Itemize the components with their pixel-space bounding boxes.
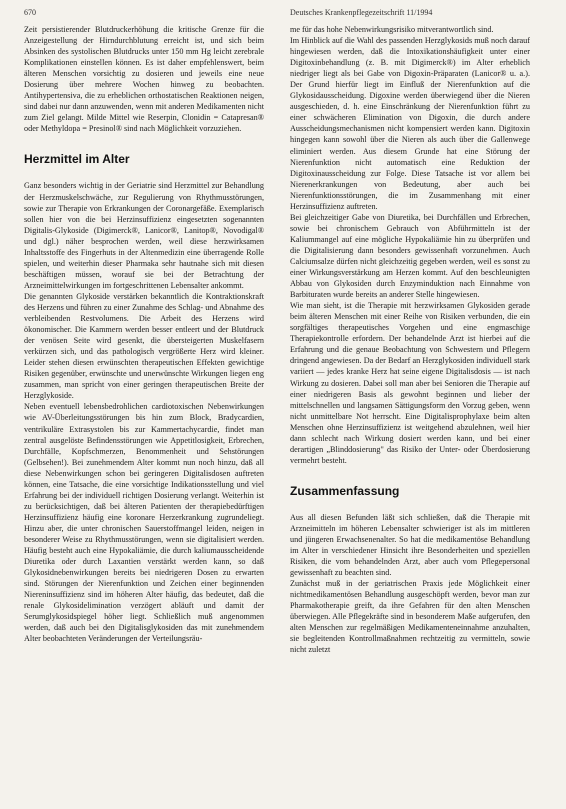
journal-name: Deutsches Krankenpflegezeitschrift 11/1994	[290, 8, 433, 17]
running-header	[24, 6, 536, 20]
left-column	[24, 24, 264, 644]
paragraph-side-effects: Neben eventuell lebensbedrohlichen cardiotoxischen Nebenwirkungen wie AV-Überleitungsstörungen bis hin zum Block, Bradycardien, ventrikuläre Extrasystolen bis zur Kammertachycardie, findet man zentral ausgelöste Befindensstörungen wie Appetitlosigkeit, Erbrechen, Durchfälle, Kopfschmerzen, Benommenheit und Sehstörungen (Gelbsehen!). Bei zunehmendem Alter kommt nun noch hinzu, daß all diese Nebenwirkungen schon bei geringeren Digitalisdosen auftreten können, eine Tatsache, die eine vorsichtige Indikationsstellung und viel Erfahrung bei der individuell richtigen Dosierung verlangt. Weiterhin ist zu berücksichtigen, daß bei älteren Patienten der therapiebedürftigen Herzinsuffizienz häufig eine koronare Herzerkrankung zugrundeliegt. Hinzu aber, die unter chronischen Sauerstoffmangel leiden, neigen in besonderer Weise zu Rhythmusstörungen, wenn sie digitalisiert werden. Häufig besteht auch eine Hypokaliämie, die durch kaliumausscheidende Diuretika oder durch Laxantien verstärkt werden kann, so daß Glykosidnebenwirkungen bereits bei niedrigeren Dosen zu erwarten sind. Störungen der Nierenfunktion und Zeichen einer beginnenden Niereninsuffizienz sind im höheren Alter häufig, das bedeutet, daß die renale Glykosidelimination verzögert abläuft und damit der Serumglykosidspiegel höher liegt. Schließlich muß angenommen werden, daß auch bei den Digitalisglykosiden das mit zunehmendem Alter beobachteten Veränderungen der Verteilungsräu-	[24, 402, 264, 644]
paragraph-glykoside-effects: Die genannten Glykoside verstärken bekanntlich die Kontraktionskraft des Herzens und führen zu einer Zunahme des Schlag- und Abnahme des verbleibenden Restvolumens. Die Arbeit des Herzens wird ökonomischer. Die Kammern werden besser entleert und der Blutdruck der venösen Seite wird gesenkt, die übersteigerten Muskelfasern verkürzen sich, und das pathologisch vergrößerte Herz wird kleiner. Leider stehen diesen erwünschten therapeutischen Effekten gewichtige Risiken gegenüber, erwünschte und unerwünschte Wirkungen liegen eng zusammen, man spricht von einer geringen therapeutischen Breite der Herzglykoside.	[24, 291, 264, 401]
paragraph-herzmittel-intro: Ganz besonders wichtig in der Geriatrie sind Herzmittel zur Behandlung der Herzmuskelschwäche, zur Regulierung von Rhythmusstörungen, sowie zur Therapie von Erkrankungen der Coronargefäße. Exemplarisch sollen hier von die bei Herzinsuffizienz eingesetzten sogenannten Digitalis-Glykoside (Digimerck®, Lanicor®, Lanitop®, Novodigal® und dgl.) näher besprochen werden, weil diese herzwirksamen Inhaltsstoffe des Fingerhuts in der Altenmedizin eine überragende Rolle spielen, und weiterhin dieser Pharmaka sehr hautnahe sich mit diesen beschäftigen müssen, worauf sie bei der Betrachtung der Arzneimittelwirkungen im fortgeschrittenen Lebensalter ankommt.	[24, 181, 264, 290]
paragraph-summary: Aus all diesen Befunden läßt sich schließen, daß die Therapie mit Arzneimitteln im höheren Lebensalter schwieriger ist als im mittleren und jüngeren Erwachsenenalter. So hat die medikamentöse Behandlung im Alter in verschiedener Hinsicht ihre Besonderheiten und speziellen Risiken, die vom behandelnden Arzt, aber auch vom Pflegepersonal gewissenhaft zu beachten sind.	[290, 512, 530, 578]
paragraph-digitoxin-choice: Im Hinblick auf die Wahl des passenden Herzglykosids muß noch darauf hingewiesen werden, daß die Intoxikationshäufigkeit unter einer Digitoxinbehandlung (z. B. mit Digimerck®) im Alter erheblich niedriger liegt als bei Gabe von Digoxin-Präparaten (Lanicor® u. a.). Der Grund hierfür liegt im Einfluß der Nierenfunktion auf die Glykosidausscheidung. Digoxine werden überwiegend über die Nieren ausgeschieden, d. h. eine Einschränkung der Nierenfunktion führt zu einer schwächeren Elimination von Digoxin, die durch andere Ausscheidungsmechanismen nicht kompensiert werden kann. Digitoxin hingegen kann sowohl über die Nieren als auch über die Gallenwege eliminiert werden. Aus diesem Grunde hat eine Störung der Nierenfunktion nicht automatisch eine Reduktion der Digitoxinausscheidung zur Folge. Diese Tatsache ist vor allem bei Nierenerkrankungen von Bedeutung, aber auch bei Nierenfunktionsstörungen, die im Zusammenhang mit einer Herzinsuffizienz auftreten.	[290, 36, 530, 211]
right-column	[290, 24, 530, 655]
page-number: 670	[24, 8, 36, 17]
paragraph-risks: Wie man sieht, ist die Therapie mit herzwirksamen Glykosiden gerade beim älteren Menschen mit einer Reihe von Risiken verbunden, die ein sorgfältiges therapeutisches Vorgehen und eine engmaschige Therapiekontrolle erfordern. Der behandelnde Arzt ist hierbei auf die Erfahrung und die genaue Beobachtung von Schwestern und Pflegern dringend angewiesen. Da der Bedarf an Herzglykosiden individuell stark variiert — jedes kranke Herz hat seine eigene Digitalisdosis — ist nach Wirkung zu dosieren. Dabei soll man aber bei Senioren die Therapie auf einer niedrigeren Basis als gewohnt beginnen und lieber der mittelschnellen und langsamen Sättigungsform den Vorzug geben, wenn nicht unmittelbare Not herrscht. Eine Digitalisprophylaxe beim alten Menschen ohne Herzinsuffizienz ist weitgehend abzulehnen, weil hier dann schlecht nach Wirkung dosiert werden kann, und bei einer derartigen „Blinddosierung" das Risiko der Unter- oder Überdosierung vermehrt besteht.	[290, 301, 530, 465]
paragraph-continuation: me für das hohe Nebenwirkungsrisiko mitverantwortlich sind.	[290, 25, 494, 34]
paragraph-blood-pressure: Zeit persistierender Blutdruckerhöhung die kritische Grenze für die Anzeigestellung der Hirndurchblutung erreicht ist, und sich beim Absinken des systolischen Blutdrucks unter 150 mm Hg leicht zerebrale Komplikationen einstellen können. Es ist daher empfehlenswert, beim älteren Menschen vorsichtig zu dosieren und jeweils eine neue Dosierung über mehrere Wochen hinweg zu beobachten. Antihypertensiva, die zu erheblichen orthostatischen Reaktionen neigen, sind dabei nur dann anzuwenden, wenn mit anderen Medikamenten nicht zum Ziel gelangt. Milde Mittel wie Reserpin, Clonidin = Catapresan® oder Methyldopa = Presinol® sind nach Möglichkeit vorzuziehen.	[24, 25, 264, 134]
section-heading-zusammenfassung: Zusammenfassung	[290, 483, 400, 498]
section-heading-herzmittel: Herzmittel im Alter	[24, 152, 130, 167]
paragraph-summary-continued: Zunächst muß in der geriatrischen Praxis jede Möglichkeit einer nichtmedikamentösen Behandlung ausgeschöpft werden, bevor man zur Pharmakotherapie greift, da ihre Gefahren für den alten Menschen überwiegen. Alle Pflegekräfte sind in besonderem Maße aufgerufen, den alten Menschen zur regelmäßigen Medikamenteneinnahme anzuhalten, sie begleitenden Kontrollmaßnahmen rechtzeitig zu vermitteln, sowie nicht zuletzt	[290, 579, 530, 655]
paragraph-diuretics: Bei gleichzeitiger Gabe von Diuretika, bei Durchfällen und Erbrechen, sowie bei chronischem Gebrauch von Abführmitteln ist der Kaliummangel auf eine mögliche Hypokaliämie hin zu überprüfen und die Digitalisierung dann besonders gewissenhaft vorzunehmen. Auch Calciumsalze dürfen nicht gleichzeitig gegeben werden, weil es sonst zu einer Wirkungsverstärkung am Herzen kommt. Auf den beschleunigten Abbau von Glykosiden durch Enzyminduktion nach Einnahme von Barbituraten wurde bereits an anderer Stelle hingewiesen.	[290, 212, 530, 300]
